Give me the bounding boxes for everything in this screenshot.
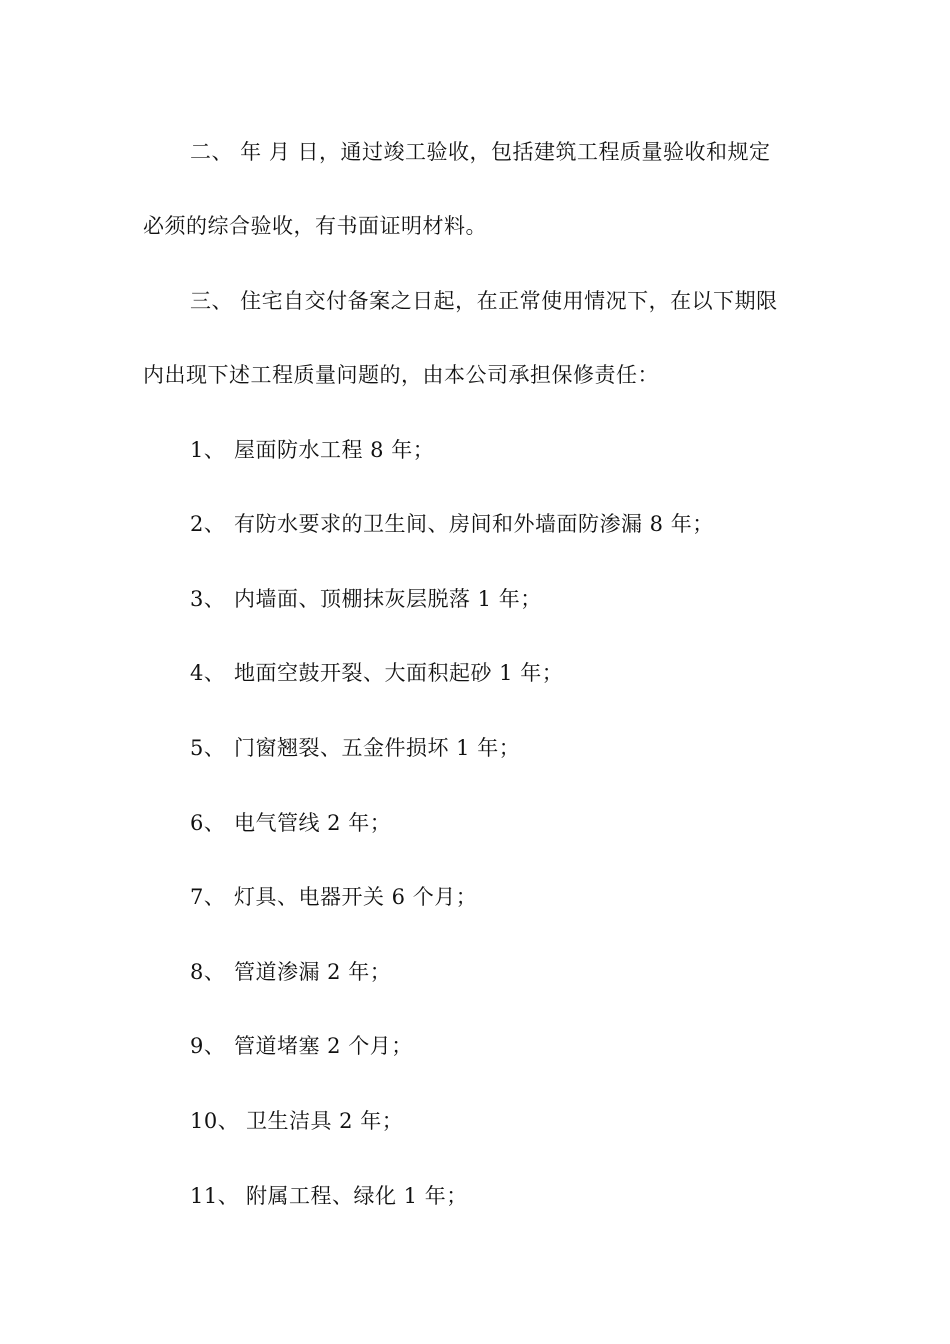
list-item-number: 1、 bbox=[190, 438, 226, 462]
list-item bbox=[190, 1181, 468, 1211]
section-2-line-1: 二、 年 月 日，通过竣工验收，包括建筑工程质量验收和规定 bbox=[190, 140, 771, 164]
list-item bbox=[190, 658, 563, 688]
list-item-text: 卫生洁具 2 年； bbox=[246, 1109, 404, 1133]
list-item-text: 管道堵塞 2 个月； bbox=[234, 1034, 413, 1058]
list-item bbox=[190, 882, 477, 912]
list-item-text: 管道渗漏 2 年； bbox=[234, 960, 392, 984]
list-item-text: 有防水要求的卫生间、房间和外墙面防渗漏 8 年； bbox=[234, 512, 714, 536]
list-item-number: 8、 bbox=[190, 960, 226, 984]
list-item-number: 10、 bbox=[190, 1109, 240, 1133]
list-item bbox=[190, 1106, 403, 1136]
list-item-number: 5、 bbox=[190, 736, 226, 760]
section-2-line-2: 必须的综合验收，有书面证明材料。 bbox=[143, 214, 487, 238]
list-item-text: 内墙面、顶棚抹灰层脱落 1 年； bbox=[234, 587, 542, 611]
list-item-text: 灯具、电器开关 6 个月； bbox=[234, 885, 478, 909]
list-item bbox=[190, 808, 391, 838]
list-item-text: 地面空鼓开裂、大面积起砂 1 年； bbox=[234, 661, 564, 685]
list-item-text: 屋面防水工程 8 年； bbox=[234, 438, 435, 462]
list-item-number: 9、 bbox=[190, 1034, 226, 1058]
list-item-number: 7、 bbox=[190, 885, 226, 909]
list-item bbox=[190, 435, 434, 465]
list-item bbox=[190, 1031, 413, 1061]
list-item-text: 门窗翘裂、五金件损坏 1 年； bbox=[234, 736, 521, 760]
list-item bbox=[190, 509, 714, 539]
list-item-number: 6、 bbox=[190, 811, 226, 835]
list-item bbox=[190, 957, 391, 987]
section-3-line-1: 三、 住宅自交付备案之日起，在正常使用情况下，在以下期限 bbox=[190, 289, 778, 313]
list-item-number: 3、 bbox=[190, 587, 226, 611]
list-item-text: 电气管线 2 年； bbox=[234, 811, 392, 835]
list-item bbox=[190, 733, 520, 763]
list-item-number: 11、 bbox=[190, 1184, 240, 1208]
section-3-line-2: 内出现下述工程质量问题的，由本公司承担保修责任： bbox=[143, 363, 659, 387]
list-item-text: 附属工程、绿化 1 年； bbox=[246, 1184, 468, 1208]
list-item-number: 4、 bbox=[190, 661, 226, 685]
list-item bbox=[190, 584, 542, 614]
list-item-number: 2、 bbox=[190, 512, 226, 536]
